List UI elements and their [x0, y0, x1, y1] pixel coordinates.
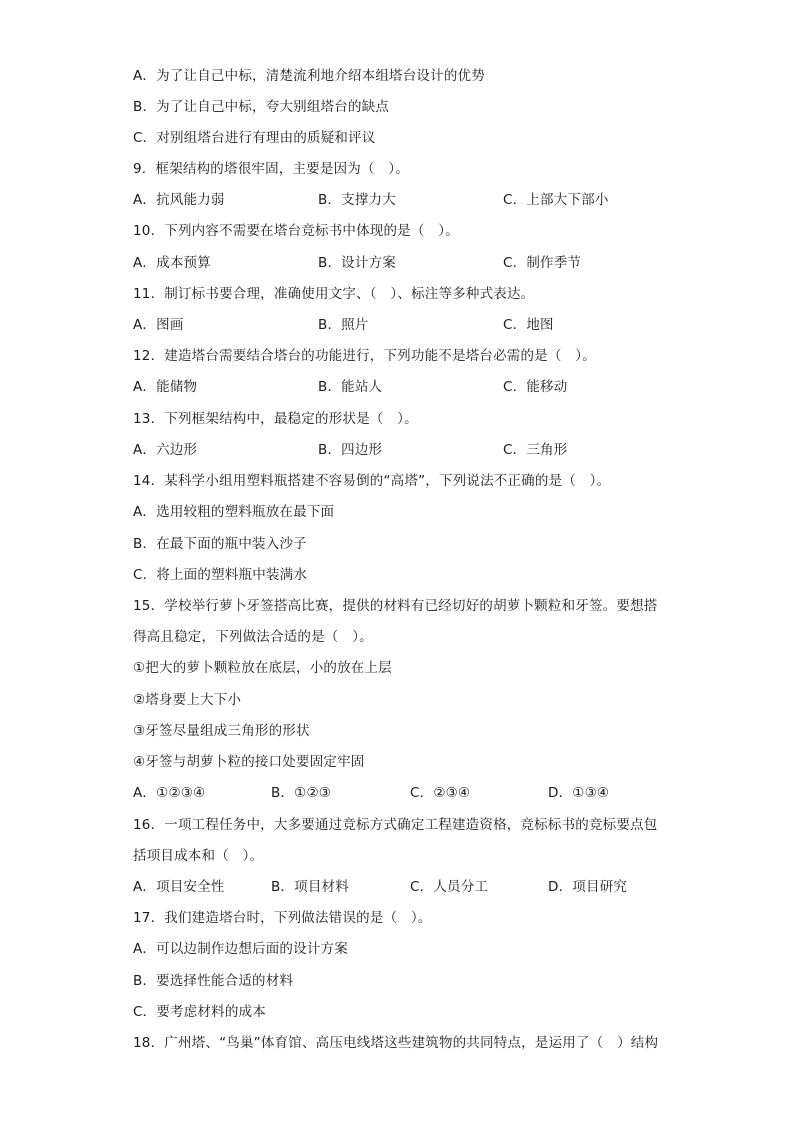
- q8-option-a: A．为了让自己中标，清楚流利地介绍本组塔台设计的优势: [133, 68, 485, 84]
- q18-stem: 18．广州塔、“鸟巢”体育馆、高压电线塔这些建筑物的共同特点，是运用了（ ）结构: [133, 1035, 659, 1051]
- q9-option-c: C．上部大下部小: [503, 192, 609, 208]
- q17-stem: 17．我们建造塔台时，下列做法错误的是（ ）。: [133, 910, 432, 926]
- q12-option-b: B．能站人: [318, 379, 383, 395]
- q11-stem: 11．制订标书要合理，准确使用文字、（ ）、标注等多种式表达。: [133, 286, 535, 302]
- q14-option-a: A．选用较粗的塑料瓶放在最下面: [133, 504, 335, 520]
- q17-option-b: B．要选择性能合适的材料: [133, 973, 294, 989]
- q15-stem-line1: 15．学校举行萝卜牙签搭高比赛，提供的材料有已经切好的胡萝卜颗粒和牙签。要想搭: [133, 598, 658, 614]
- q13-stem: 13．下列框架结构中，最稳定的形状是（ ）。: [133, 411, 418, 427]
- q9-option-b: B．支撑力大: [318, 192, 396, 208]
- q15-option-a: A．①②③④: [133, 785, 206, 801]
- q10-option-c: C．制作季节: [503, 255, 582, 271]
- q8-option-c: C．对别组塔台进行有理由的质疑和评议: [133, 130, 376, 146]
- q9-stem: 9．框架结构的塔很牢固，主要是因为（ ）。: [133, 161, 410, 177]
- q15-stem-line2: 得高且稳定，下列做法合适的是（ ）。: [133, 629, 373, 645]
- q15-option-d: D．①③④: [548, 785, 610, 801]
- q10-stem: 10．下列内容不需要在塔台竞标书中体现的是（ ）。: [133, 223, 459, 239]
- q15-statement-3: ③牙签尽量组成三角形的形状: [133, 723, 310, 739]
- q10-option-b: B．设计方案: [318, 255, 396, 271]
- q14-option-c: C．将上面的塑料瓶中装满水: [133, 567, 308, 583]
- q14-option-b: B．在最下面的瓶中装入沙子: [133, 536, 307, 552]
- q16-option-a: A．项目安全性: [133, 879, 225, 895]
- q13-option-c: C．三角形: [503, 442, 568, 458]
- q12-option-a: A．能储物: [133, 379, 198, 395]
- q13-option-a: A．六边形: [133, 442, 198, 458]
- q12-stem: 12．建造塔台需要结合塔台的功能进行，下列功能不是塔台必需的是（ ）。: [133, 348, 596, 364]
- q8-option-b: B．为了让自己中标，夸大别组塔台的缺点: [133, 99, 390, 115]
- q15-option-c: C．②③④: [410, 785, 471, 801]
- q13-option-b: B．四边形: [318, 442, 383, 458]
- q16-option-b: B．项目材料: [271, 879, 349, 895]
- q16-option-c: C．人员分工: [410, 879, 489, 895]
- q15-option-b: B．①②③: [271, 785, 332, 801]
- q10-option-a: A．成本预算: [133, 255, 211, 271]
- q9-option-a: A．抗风能力弱: [133, 192, 225, 208]
- q16-option-d: D．项目研究: [548, 879, 628, 895]
- q14-stem: 14．某科学小组用塑料瓶搭建不容易倒的“高塔”，下列说法不正确的是（ ）。: [133, 473, 611, 489]
- q15-statement-2: ②塔身要上大下小: [133, 692, 242, 708]
- q16-stem-line2: 括项目成本和（ ）。: [133, 848, 264, 864]
- q11-option-b: B．照片: [318, 317, 369, 333]
- q17-option-c: C．要考虑材料的成本: [133, 1004, 266, 1020]
- q17-option-a: A．可以边制作边想后面的设计方案: [133, 941, 348, 957]
- q15-statement-1: ①把大的萝卜颗粒放在底层，小的放在上层: [133, 660, 392, 676]
- q15-statement-4: ④牙签与胡萝卜粒的接口处要固定牢固: [133, 754, 365, 770]
- q11-option-a: A．图画: [133, 317, 184, 333]
- q12-option-c: C．能移动: [503, 379, 568, 395]
- q16-stem-line1: 16．一项工程任务中，大多要通过竞标方式确定工程建造资格，竞标标书的竞标要点包: [133, 817, 658, 833]
- q11-option-c: C．地图: [503, 317, 554, 333]
